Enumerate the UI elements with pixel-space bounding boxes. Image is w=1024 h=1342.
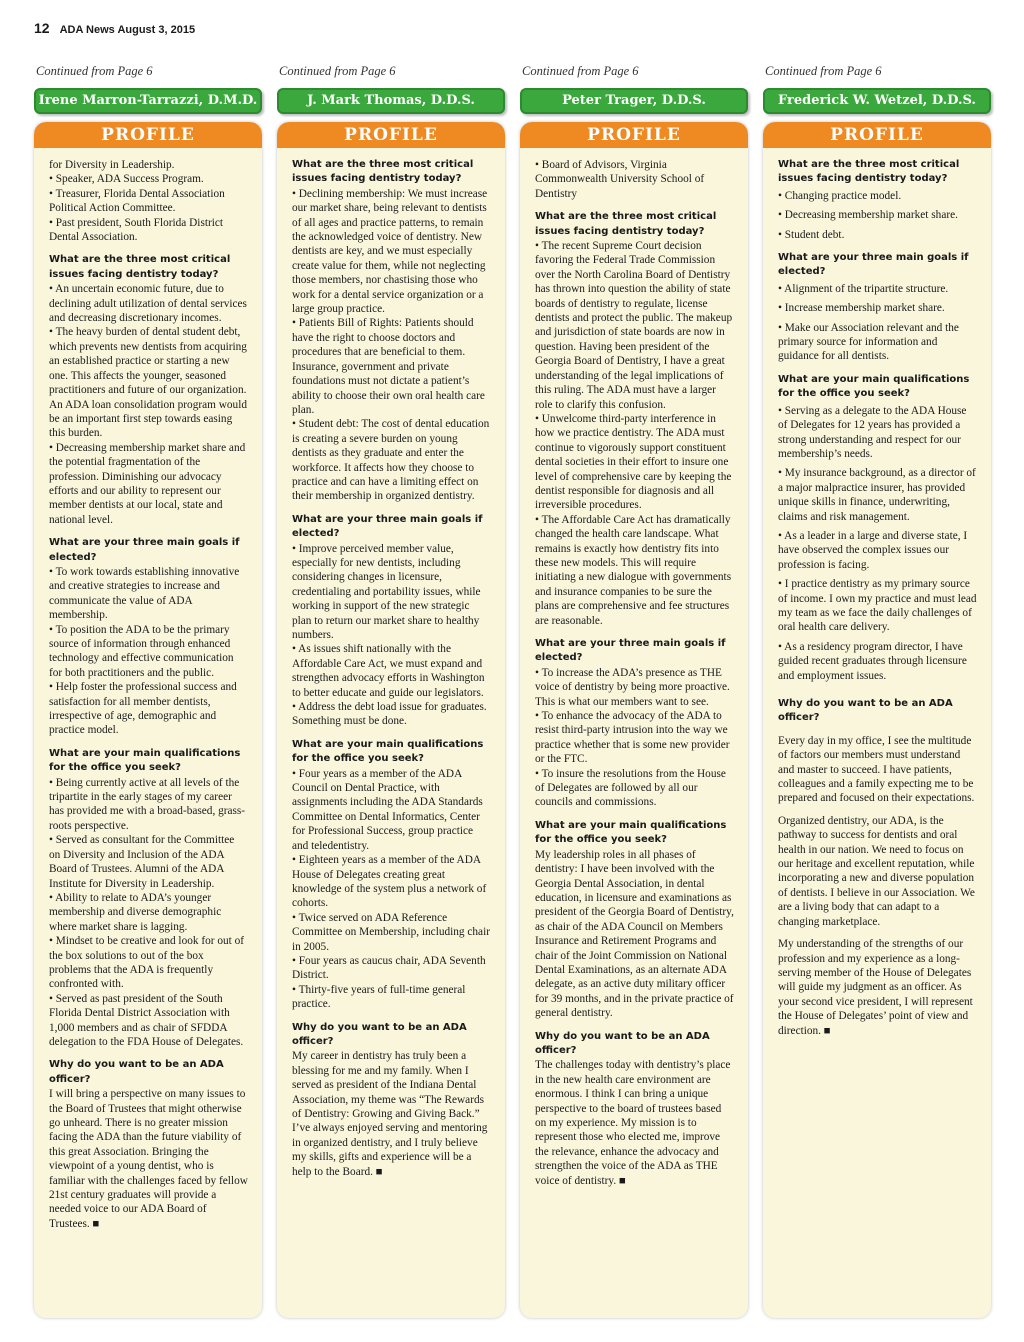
- bullet-text: • Four years as caucus chair, ADA Seventh District.: [292, 954, 486, 982]
- bullet-text: • Increase membership market share.: [778, 302, 945, 315]
- question-heading: What are the three most critical issues facing dentistry today?: [292, 159, 474, 185]
- bullet-text: • Make our Association relevant and the primary source for information and guidance for all dentists.: [778, 321, 959, 363]
- continued-note: Continued from Page 6: [765, 64, 882, 78]
- bullet-text: • To position the ADA to be the primary source of information through enhanced technology and effective communication for both practitioners and the public.: [49, 623, 234, 679]
- profile-card: [763, 122, 991, 1318]
- bullet-text: • Speaker, ADA Success Program.: [49, 173, 204, 186]
- profile-column-thomas: [277, 64, 505, 1318]
- bullet-text: • To enhance the advocacy of the ADA to resist third-party intrusion into the way we practice whether that is some new provider or the FTC.: [535, 710, 730, 766]
- bullet-text: • Being currently active at all levels of the tripartite in the early stages of my career has provided me with a broad-based, grass-roots perspective.: [49, 776, 246, 832]
- bullet-text: • Eighteen years as a member of the ADA House of Delegates creating great knowledge of the system plus a network of cohorts.: [292, 854, 487, 910]
- question-heading: What are your main qualifications for the office you seek?: [778, 373, 970, 400]
- profile-column-marron-tarrazzi: [34, 64, 262, 1318]
- bullet-text: • Past president, South Florida District Dental Association.: [49, 216, 224, 244]
- bullet-text: • To work towards establishing innovative and creative strategies to increase and communicate the value of ADA membership.: [49, 565, 240, 622]
- bullet-text: • Student debt.: [778, 228, 845, 241]
- bullet-text: • Ability to relate to ADA’s younger membership and diverse demographic where market share is lagging.: [49, 891, 222, 933]
- question-heading: What are your three main goals if elected?: [535, 638, 726, 664]
- bullet-text: • To increase the ADA’s presence as THE voice of dentistry by being more proactive. This is what our members want to see.: [535, 666, 730, 708]
- bullet-text: • Board of Advisors, Virginia Commonwealth University School of Dentistry: [535, 159, 705, 200]
- question-heading: Why do you want to be an ADA officer?: [49, 1059, 224, 1085]
- answer-paragraph: I will bring a perspective on many issues to the Board of Trustees that might otherwise go unheard. There is no greater mission facing the ADA than the future viability of this great Association. Bringing the viewpoint of a young dentist, who is familiar with the challenges faced by fellow 21st century graduates will provide a needed voice to our ADA Board of Trustees. ■: [49, 1088, 248, 1230]
- question-heading: Why do you want to be an ADA officer?: [292, 1021, 467, 1047]
- publication-line: ADA News August 3, 2015: [59, 24, 196, 36]
- bullet-text: • My insurance background, as a director of a major malpractice insurer, has provided unique skills in finance, underwriting, claims and risk management.: [778, 467, 976, 523]
- question-heading: Why do you want to be an ADA officer?: [535, 1030, 710, 1056]
- bullet-text: • Thirty-five years of full-time general practice.: [292, 983, 466, 1011]
- bullet-text: • An uncertain economic future, due to declining adult utilization of dental services and decreasing discretionary incomes.: [49, 283, 247, 325]
- bullet-text: • Changing practice model.: [778, 189, 902, 202]
- bullet-text: • Student debt: The cost of dental education is creating a severe burden on young dentists as they graduate and enter the workforce. It affects how they choose to practice and can have a limiting effect on their membership in organized dentistry.: [292, 418, 490, 503]
- question-heading: Why do you want to be an ADA officer?: [778, 698, 953, 724]
- bullet-text: • Mindset to be creative and look for out of the box solutions to out of the box problems that the ADA is frequently confronted with.: [49, 935, 245, 991]
- bullet-text: • The heavy burden of dental student debt, which prevents new dentists from acquiring an established practice or starting a new one. This affects the younger, seasoned practitioners and future of our organization. An ADA loan consolidation program would be an important first step towards easing this burden.: [49, 326, 247, 440]
- profile-column-wetzel: [763, 64, 991, 1318]
- candidate-name: Peter Trager, D.D.S.: [520, 88, 748, 114]
- question-heading: What are your three main goals if elected?: [778, 252, 969, 278]
- question-heading: What are the three most critical issues facing dentistry today?: [49, 254, 231, 280]
- bullet-text: • Served as past president of the South Florida Dental District Association with 1,000 members and as chair of SFDDA delegation to the FDA House of Delegates.: [49, 992, 244, 1048]
- question-heading: What are your main qualifications for the office you seek?: [292, 738, 484, 765]
- profile-heading: PROFILE: [277, 122, 505, 148]
- answer-paragraph: Organized dentistry, our ADA, is the pathway to success for dentists and oral health in our nation. We need to focus on our heritage and excellent reputation, while incorporating a new and diverse population of dentists. I believe in our Association. We are a living body that can adapt to a changing marketplace.: [778, 814, 975, 928]
- candidate-name: J. Mark Thomas, D.D.S.: [277, 88, 505, 114]
- bullet-text: • Decreasing membership market share.: [778, 209, 958, 222]
- answer-paragraph: My leadership roles in all phases of dentistry: I have been involved with the Georgia Dental Association, in dental education, in licensure and examinations as president of the Georgia Board of Dentistry, as chair of the ADA Council on Members Insurance and Retirement Programs and chair of the Joint Commission on National Dental Examinations, as an alternate ADA delegate, as an active duty military officer for 39 months, and in the private practice of general dentistry.: [535, 848, 734, 1020]
- bullet-text: • To insure the resolutions from the House of Delegates are followed by all our councils and commissions.: [535, 767, 726, 809]
- profile-card: [277, 122, 505, 1318]
- question-heading: What are your main qualifications for the office you seek?: [49, 747, 241, 774]
- bullet-text: for Diversity in Leadership.: [49, 159, 175, 171]
- continued-note: Continued from Page 6: [36, 64, 153, 78]
- bullet-text: • Help foster the professional success and satisfaction for all member dentists, irrespective of age, demographic and practice model.: [49, 681, 237, 737]
- bullet-text: • Improve perceived member value, especially for new dentists, including considering changes in licensure, credentialing and portability issues, while working in support of the new strategic plan to return our market share to healthy numbers.: [292, 542, 481, 641]
- continued-note: Continued from Page 6: [279, 64, 396, 78]
- bullet-text: • Patients Bill of Rights: Patients should have the right to choose doctors and procedures that are beneficial to them. Insurance, government and private foundations must not dictate a patient’s ability to choose their own oral health care plan.: [292, 317, 485, 416]
- profile-heading: PROFILE: [34, 122, 262, 148]
- question-heading: What are the three most critical issues facing dentistry today?: [778, 159, 960, 185]
- profile-body: [520, 148, 748, 1194]
- bullet-text: • The Affordable Care Act has dramatically changed the health care landscape. What remains is exactly how dentistry fits into these new models. This will require initiating a new dialogue with governments and insurance companies to be sure the plans are comprehensive and fee structures are reasonable.: [535, 513, 732, 627]
- answer-paragraph: My understanding of the strengths of our profession and my experience as a long-serving member of the House of Delegates will guide my judgment as an officer. As your second vice president, I will represent the House of Delegates’ point of view and direction. ■: [778, 938, 973, 1037]
- profile-heading: PROFILE: [520, 122, 748, 148]
- question-heading: What are your three main goals if elected?: [292, 513, 483, 540]
- bullet-text: • As a leader in a large and diverse state, I have observed the complex issues our profession is facing.: [778, 529, 968, 571]
- bullet-text: • Four years as a member of the ADA Council on Dental Practice, with assignments including the ADA Standards Committee on Dental Informatics, Center for Professional Success, group practice and teledentistry.: [292, 767, 483, 852]
- bullet-text: • Declining membership: We must increase our market share, being relevant to dentists of all ages and practice patterns, to remain the acknowledged voice of dentistry. New dentists are key, and we must especially create value for them, while not neglecting those members, nor chastising those who work for a dental service organization or a large group practice.: [292, 187, 488, 316]
- bullet-text: • Served as consultant for the Committee on Diversity and Inclusion of the ADA Board of Trustees. Alumni of the ADA Institute for Diversity in Leadership.: [49, 834, 235, 890]
- bullet-text: • As a residency program director, I have guided recent graduates through licensure and employment issues.: [778, 640, 967, 682]
- answer-paragraph: The challenges today with dentistry’s place in the new health care environment are enormous. I think I can bring a unique perspective to the board of trustees based on my experience. My mission is to represent those who elected me, improve the relevance, enhance the advocacy and strengthen the voice of the ADA as THE voice of dentistry. ■: [535, 1059, 731, 1187]
- bullet-text: • The recent Supreme Court decision favoring the Federal Trade Commission over the North Carolina Board of Dentistry has thrown into question the ability of state boards of dentistry to regulate, license dentists and protect the public. The makeup and jurisdiction of state boards are now in question. Having been president of the Georgia Board of Dentistry, I have a great understanding of the legal implications of this ruling. The ADA must have a larger role to clarify this confusion.: [535, 240, 733, 411]
- bullet-text: • Unwelcome third-party interference in how we practice dentistry. The ADA must continue to vigorously support constituent dental societies in their effort to insure one level of comprehensive care by keeping the dentist responsible for diagnosis and all irreversible procedures.: [535, 412, 732, 512]
- bullet-text: • Serving as a delegate to the ADA House of Delegates for 12 years has provided a strong understanding and respect for our membership’s needs.: [778, 404, 967, 460]
- bullet-text: • Twice served on ADA Reference Committee on Membership, including chair in 2005.: [292, 911, 490, 953]
- profile-heading: PROFILE: [763, 122, 991, 148]
- answer-paragraph: My career in dentistry has truly been a blessing for me and my family. When I served as president of the Indiana Dental Association, my theme was “The Rewards of Dentistry: Growing and Giving Back.” I’ve always enjoyed serving and mentoring in organized dentistry, and I truly believe my skills, gifts and experience will be a help to the Board. ■: [292, 1050, 488, 1178]
- candidate-name: Frederick W. Wetzel, D.D.S.: [763, 88, 991, 114]
- profile-body: [34, 148, 262, 1237]
- profile-body: [277, 148, 505, 1185]
- profile-card: [520, 122, 748, 1318]
- profile-column-trager: [520, 64, 748, 1318]
- bullet-text: • Treasurer, Florida Dental Association Political Action Committee.: [49, 187, 225, 215]
- answer-paragraph: Every day in my office, I see the multitude of factors our members must understand and master to succeed. I have patients, colleagues and a family expecting me to be prepared and focused on their expectations.: [778, 734, 975, 805]
- continued-note: Continued from Page 6: [522, 64, 639, 78]
- profile-body: [763, 148, 991, 1044]
- page-header: [34, 20, 195, 40]
- question-heading: What are your main qualifications for the office you seek?: [535, 819, 727, 846]
- bullet-text: • I practice dentistry as my primary source of income. I own my practice and must lead my team as we face the daily challenges of oral health care delivery.: [778, 578, 977, 634]
- bullet-text: • As issues shift nationally with the Affordable Care Act, we must expand and strengthen advocacy efforts in Washington to better educate and guide our legislators.: [292, 643, 485, 699]
- page-number: 12: [34, 20, 50, 36]
- bullet-text: • Decreasing membership market share and the potential fragmentation of the profession. Diminishing our advocacy efforts and our ability to represent our member dentists at our local, state and national level.: [49, 441, 246, 526]
- candidate-name: Irene Marron-Tarrazzi, D.M.D.: [34, 88, 262, 114]
- question-heading: What are the three most critical issues facing dentistry today?: [535, 211, 717, 237]
- profile-card: [34, 122, 262, 1318]
- bullet-text: • Alignment of the tripartite structure.: [778, 282, 949, 295]
- question-heading: What are your three main goals if elected?: [49, 537, 240, 563]
- bullet-text: • Address the debt load issue for graduates. Something must be done.: [292, 701, 487, 728]
